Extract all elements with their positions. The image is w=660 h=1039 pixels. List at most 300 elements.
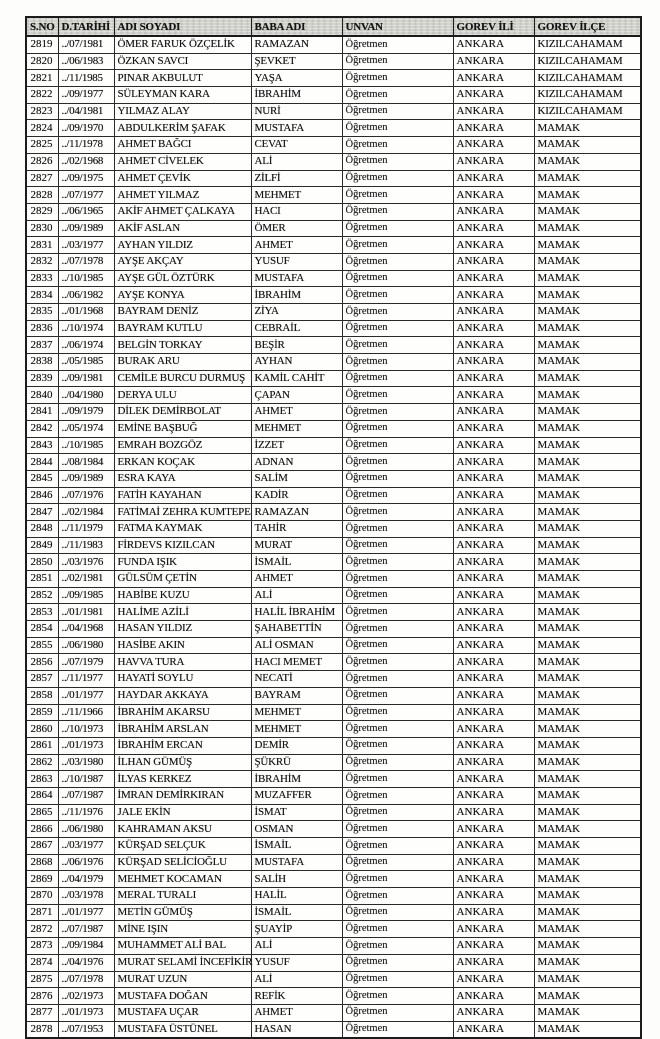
cell-title: Öğretmen: [342, 888, 453, 905]
table-row: [26, 270, 641, 287]
cell-full-name: KÜRŞAD SELİCİOĞLU: [114, 854, 251, 871]
table-row: [26, 737, 641, 754]
cell-father-name: ADNAN: [251, 454, 342, 471]
table-row: [26, 170, 641, 187]
table-row: [26, 1021, 641, 1038]
cell-duty-province: ANKARA: [453, 220, 534, 237]
cell-birth-date: ../02/1968: [58, 153, 114, 170]
cell-duty-district: MAMAK: [534, 554, 641, 571]
table-row: [26, 53, 641, 70]
cell-full-name: AKİF ASLAN: [114, 220, 251, 237]
cell-duty-district: MAMAK: [534, 237, 641, 254]
cell-father-name: KADİR: [251, 487, 342, 504]
cell-full-name: KÜRŞAD SELÇUK: [114, 838, 251, 855]
table-row: [26, 520, 641, 537]
cell-father-name: BEŞİR: [251, 337, 342, 354]
cell-sno: 2862: [26, 754, 58, 771]
cell-duty-province: ANKARA: [453, 838, 534, 855]
cell-full-name: ABDULKERİM ŞAFAK: [114, 120, 251, 137]
cell-birth-date: ../09/1975: [58, 170, 114, 187]
cell-title: Öğretmen: [342, 70, 453, 87]
cell-sno: 2822: [26, 87, 58, 104]
cell-duty-district: MAMAK: [534, 270, 641, 287]
table-row: [26, 387, 641, 404]
cell-birth-date: ../02/1981: [58, 571, 114, 588]
cell-title: Öğretmen: [342, 87, 453, 104]
cell-full-name: MİNE IŞIN: [114, 921, 251, 938]
table-row: [26, 304, 641, 321]
cell-sno: 2852: [26, 587, 58, 604]
cell-sno: 2878: [26, 1021, 58, 1038]
cell-birth-date: ../10/1973: [58, 721, 114, 738]
cell-duty-district: MAMAK: [534, 320, 641, 337]
cell-father-name: HACI MEMET: [251, 654, 342, 671]
cell-birth-date: ../04/1968: [58, 621, 114, 638]
table-row: [26, 921, 641, 938]
cell-sno: 2866: [26, 821, 58, 838]
cell-title: Öğretmen: [342, 971, 453, 988]
cell-title: Öğretmen: [342, 287, 453, 304]
cell-birth-date: ../10/1987: [58, 771, 114, 788]
cell-sno: 2851: [26, 571, 58, 588]
cell-duty-district: KIZILCAHAMAM: [534, 103, 641, 120]
cell-father-name: ALİ: [251, 938, 342, 955]
cell-duty-province: ANKARA: [453, 587, 534, 604]
cell-sno: 2843: [26, 437, 58, 454]
cell-title: Öğretmen: [342, 938, 453, 955]
cell-birth-date: ../03/1978: [58, 888, 114, 905]
table-row: [26, 237, 641, 254]
cell-father-name: İBRAHİM: [251, 771, 342, 788]
cell-full-name: FİRDEVS KIZILCAN: [114, 537, 251, 554]
cell-sno: 2819: [26, 36, 58, 53]
column-header-name: ADI SOYADI: [114, 17, 251, 36]
cell-duty-district: MAMAK: [534, 487, 641, 504]
cell-full-name: HAYATİ SOYLU: [114, 671, 251, 688]
cell-duty-district: MAMAK: [534, 854, 641, 871]
cell-duty-province: ANKARA: [453, 520, 534, 537]
cell-sno: 2875: [26, 971, 58, 988]
cell-sno: 2833: [26, 270, 58, 287]
cell-father-name: KAMİL CAHİT: [251, 370, 342, 387]
cell-father-name: DEMİR: [251, 737, 342, 754]
cell-birth-date: ../04/1976: [58, 954, 114, 971]
cell-title: Öğretmen: [342, 821, 453, 838]
cell-title: Öğretmen: [342, 454, 453, 471]
cell-father-name: BAYRAM: [251, 687, 342, 704]
cell-birth-date: ../11/1966: [58, 704, 114, 721]
table-row: [26, 854, 641, 871]
cell-sno: 2870: [26, 888, 58, 905]
cell-duty-province: ANKARA: [453, 187, 534, 204]
cell-full-name: İMRAN DEMİRKIRAN: [114, 787, 251, 804]
cell-father-name: MEHMET: [251, 420, 342, 437]
cell-duty-province: ANKARA: [453, 103, 534, 120]
cell-sno: 2865: [26, 804, 58, 821]
cell-sno: 2869: [26, 871, 58, 888]
cell-father-name: MUZAFFER: [251, 787, 342, 804]
cell-full-name: MUSTAFA UÇAR: [114, 1004, 251, 1021]
cell-duty-province: ANKARA: [453, 437, 534, 454]
cell-title: Öğretmen: [342, 571, 453, 588]
cell-duty-district: MAMAK: [534, 1021, 641, 1038]
table-row: [26, 787, 641, 804]
cell-duty-district: KIZILCAHAMAM: [534, 70, 641, 87]
cell-duty-district: MAMAK: [534, 404, 641, 421]
cell-duty-province: ANKARA: [453, 304, 534, 321]
table-row: [26, 153, 641, 170]
cell-full-name: AYŞE AKÇAY: [114, 253, 251, 270]
cell-birth-date: ../06/1974: [58, 337, 114, 354]
cell-sno: 2832: [26, 253, 58, 270]
cell-sno: 2848: [26, 520, 58, 537]
cell-duty-province: ANKARA: [453, 1021, 534, 1038]
cell-title: Öğretmen: [342, 36, 453, 53]
cell-full-name: MUSTAFA DOĞAN: [114, 988, 251, 1005]
cell-sno: 2877: [26, 1004, 58, 1021]
cell-duty-province: ANKARA: [453, 370, 534, 387]
cell-father-name: RAMAZAN: [251, 504, 342, 521]
cell-duty-province: ANKARA: [453, 554, 534, 571]
cell-sno: 2871: [26, 904, 58, 921]
cell-father-name: ALİ OSMAN: [251, 637, 342, 654]
cell-duty-province: ANKARA: [453, 888, 534, 905]
cell-full-name: HASİBE AKIN: [114, 637, 251, 654]
cell-birth-date: ../07/1977: [58, 187, 114, 204]
cell-full-name: ÖZKAN SAVCI: [114, 53, 251, 70]
cell-sno: 2861: [26, 737, 58, 754]
table-row: [26, 554, 641, 571]
cell-sno: 2847: [26, 504, 58, 521]
cell-sno: 2867: [26, 838, 58, 855]
cell-duty-province: ANKARA: [453, 287, 534, 304]
cell-duty-district: MAMAK: [534, 721, 641, 738]
table-row: [26, 804, 641, 821]
cell-full-name: CEMİLE BURCU DURMUŞ: [114, 370, 251, 387]
cell-sno: 2868: [26, 854, 58, 871]
cell-father-name: ŞEVKET: [251, 53, 342, 70]
cell-birth-date: ../02/1984: [58, 504, 114, 521]
cell-duty-province: ANKARA: [453, 571, 534, 588]
table-row: [26, 838, 641, 855]
cell-sno: 2838: [26, 354, 58, 371]
table-row: [26, 287, 641, 304]
cell-sno: 2827: [26, 170, 58, 187]
cell-title: Öğretmen: [342, 637, 453, 654]
column-header-unvan: UNVAN: [342, 17, 453, 36]
cell-duty-district: KIZILCAHAMAM: [534, 36, 641, 53]
cell-birth-date: ../09/1977: [58, 87, 114, 104]
cell-duty-district: MAMAK: [534, 520, 641, 537]
cell-title: Öğretmen: [342, 237, 453, 254]
table-row: [26, 637, 641, 654]
cell-father-name: İBRAHİM: [251, 287, 342, 304]
cell-birth-date: ../11/1978: [58, 137, 114, 154]
table-row: [26, 587, 641, 604]
cell-title: Öğretmen: [342, 153, 453, 170]
cell-duty-district: MAMAK: [534, 153, 641, 170]
table-row: [26, 1004, 641, 1021]
cell-title: Öğretmen: [342, 370, 453, 387]
table-row: [26, 604, 641, 621]
cell-duty-district: MAMAK: [534, 470, 641, 487]
cell-duty-district: MAMAK: [534, 821, 641, 838]
cell-father-name: CEBRAİL: [251, 320, 342, 337]
cell-birth-date: ../09/1985: [58, 587, 114, 604]
cell-birth-date: ../06/1980: [58, 637, 114, 654]
cell-title: Öğretmen: [342, 253, 453, 270]
cell-duty-province: ANKARA: [453, 237, 534, 254]
cell-title: Öğretmen: [342, 721, 453, 738]
cell-full-name: FATİMAİ ZEHRA KUMTEPE: [114, 504, 251, 521]
cell-duty-district: MAMAK: [534, 287, 641, 304]
cell-title: Öğretmen: [342, 220, 453, 237]
cell-full-name: İLYAS KERKEZ: [114, 771, 251, 788]
table-row: [26, 487, 641, 504]
cell-title: Öğretmen: [342, 804, 453, 821]
cell-duty-province: ANKARA: [453, 971, 534, 988]
table-row: [26, 954, 641, 971]
cell-duty-district: MAMAK: [534, 220, 641, 237]
cell-title: Öğretmen: [342, 787, 453, 804]
table-row: [26, 470, 641, 487]
table-row: [26, 871, 641, 888]
table-row: [26, 821, 641, 838]
cell-birth-date: ../06/1982: [58, 287, 114, 304]
cell-duty-province: ANKARA: [453, 737, 534, 754]
cell-duty-province: ANKARA: [453, 53, 534, 70]
cell-title: Öğretmen: [342, 103, 453, 120]
cell-full-name: İLHAN GÜMÜŞ: [114, 754, 251, 771]
table-row: [26, 370, 641, 387]
cell-duty-province: ANKARA: [453, 153, 534, 170]
cell-duty-district: MAMAK: [534, 170, 641, 187]
cell-sno: 2873: [26, 938, 58, 955]
cell-father-name: ALİ: [251, 971, 342, 988]
cell-birth-date: ../09/1989: [58, 470, 114, 487]
cell-duty-province: ANKARA: [453, 404, 534, 421]
cell-duty-province: ANKARA: [453, 1004, 534, 1021]
cell-sno: 2857: [26, 671, 58, 688]
cell-title: Öğretmen: [342, 337, 453, 354]
column-header-baba: BABA ADI: [251, 17, 342, 36]
cell-birth-date: ../11/1985: [58, 70, 114, 87]
cell-duty-province: ANKARA: [453, 170, 534, 187]
cell-title: Öğretmen: [342, 1004, 453, 1021]
cell-birth-date: ../09/1984: [58, 938, 114, 955]
cell-full-name: HABİBE KUZU: [114, 587, 251, 604]
cell-father-name: ALİ: [251, 587, 342, 604]
cell-father-name: SALİH: [251, 871, 342, 888]
cell-duty-province: ANKARA: [453, 704, 534, 721]
cell-duty-province: ANKARA: [453, 70, 534, 87]
cell-duty-province: ANKARA: [453, 637, 534, 654]
cell-father-name: MUSTAFA: [251, 120, 342, 137]
cell-birth-date: ../11/1979: [58, 520, 114, 537]
table-row: [26, 938, 641, 955]
cell-duty-district: MAMAK: [534, 370, 641, 387]
cell-father-name: ŞUAYİP: [251, 921, 342, 938]
cell-father-name: NECATİ: [251, 671, 342, 688]
cell-birth-date: ../05/1974: [58, 420, 114, 437]
cell-sno: 2854: [26, 621, 58, 638]
cell-full-name: HALİME AZİLİ: [114, 604, 251, 621]
cell-father-name: HALİL: [251, 888, 342, 905]
cell-title: Öğretmen: [342, 854, 453, 871]
cell-duty-province: ANKARA: [453, 137, 534, 154]
cell-birth-date: ../07/1976: [58, 487, 114, 504]
cell-title: Öğretmen: [342, 137, 453, 154]
cell-sno: 2860: [26, 721, 58, 738]
cell-duty-district: MAMAK: [534, 904, 641, 921]
cell-sno: 2853: [26, 604, 58, 621]
cell-birth-date: ../04/1981: [58, 103, 114, 120]
table-row: [26, 420, 641, 437]
cell-birth-date: ../04/1980: [58, 387, 114, 404]
cell-sno: 2828: [26, 187, 58, 204]
cell-title: Öğretmen: [342, 621, 453, 638]
cell-duty-district: MAMAK: [534, 921, 641, 938]
cell-father-name: MEHMET: [251, 721, 342, 738]
cell-sno: 2874: [26, 954, 58, 971]
cell-duty-district: MAMAK: [534, 571, 641, 588]
cell-duty-district: KIZILCAHAMAM: [534, 53, 641, 70]
cell-duty-district: MAMAK: [534, 304, 641, 321]
cell-duty-district: MAMAK: [534, 771, 641, 788]
cell-birth-date: ../06/1980: [58, 821, 114, 838]
cell-duty-district: MAMAK: [534, 420, 641, 437]
cell-full-name: AHMET BAĞCI: [114, 137, 251, 154]
cell-title: Öğretmen: [342, 387, 453, 404]
cell-title: Öğretmen: [342, 587, 453, 604]
cell-birth-date: ../11/1977: [58, 671, 114, 688]
cell-birth-date: ../07/1987: [58, 921, 114, 938]
table-row: [26, 187, 641, 204]
cell-duty-province: ANKARA: [453, 621, 534, 638]
cell-title: Öğretmen: [342, 687, 453, 704]
table-row: [26, 571, 641, 588]
table-row: [26, 253, 641, 270]
cell-full-name: FATMA KAYMAK: [114, 520, 251, 537]
cell-duty-district: MAMAK: [534, 454, 641, 471]
cell-full-name: MURAT UZUN: [114, 971, 251, 988]
table-row: [26, 721, 641, 738]
cell-sno: 2872: [26, 921, 58, 938]
table-row: [26, 220, 641, 237]
table-row: [26, 70, 641, 87]
cell-title: Öğretmen: [342, 53, 453, 70]
table-row: [26, 103, 641, 120]
cell-duty-district: MAMAK: [534, 621, 641, 638]
table-row: [26, 704, 641, 721]
cell-birth-date: ../07/1978: [58, 253, 114, 270]
cell-birth-date: ../09/1989: [58, 220, 114, 237]
cell-title: Öğretmen: [342, 170, 453, 187]
cell-full-name: ERKAN KOÇAK: [114, 454, 251, 471]
cell-sno: 2836: [26, 320, 58, 337]
cell-duty-district: MAMAK: [534, 971, 641, 988]
cell-title: Öğretmen: [342, 487, 453, 504]
table-row: [26, 354, 641, 371]
cell-birth-date: ../01/1968: [58, 304, 114, 321]
cell-father-name: ŞAHABETTİN: [251, 621, 342, 638]
cell-full-name: DİLEK DEMİRBOLAT: [114, 404, 251, 421]
cell-full-name: MURAT SELAMİ İNCEFİKİR: [114, 954, 251, 971]
cell-birth-date: ../11/1983: [58, 537, 114, 554]
cell-father-name: CEVAT: [251, 137, 342, 154]
cell-full-name: İBRAHİM ERCAN: [114, 737, 251, 754]
cell-duty-district: MAMAK: [534, 203, 641, 220]
cell-duty-district: MAMAK: [534, 687, 641, 704]
cell-father-name: ZİYA: [251, 304, 342, 321]
cell-sno: 2858: [26, 687, 58, 704]
cell-duty-district: MAMAK: [534, 938, 641, 955]
column-header-ilce: GOREV İLÇE: [534, 17, 641, 36]
cell-father-name: YAŞA: [251, 70, 342, 87]
cell-full-name: AYŞE KONYA: [114, 287, 251, 304]
cell-birth-date: ../07/1979: [58, 654, 114, 671]
table-row: [26, 988, 641, 1005]
cell-duty-district: MAMAK: [534, 754, 641, 771]
table-row: [26, 537, 641, 554]
cell-sno: 2846: [26, 487, 58, 504]
cell-birth-date: ../10/1985: [58, 270, 114, 287]
cell-birth-date: ../04/1979: [58, 871, 114, 888]
cell-father-name: İSMAT: [251, 804, 342, 821]
cell-duty-province: ANKARA: [453, 604, 534, 621]
cell-duty-district: MAMAK: [534, 737, 641, 754]
cell-father-name: ZİLFİ: [251, 170, 342, 187]
cell-duty-province: ANKARA: [453, 871, 534, 888]
cell-duty-district: MAMAK: [534, 437, 641, 454]
cell-full-name: İBRAHİM AKARSU: [114, 704, 251, 721]
cell-title: Öğretmen: [342, 420, 453, 437]
cell-duty-district: MAMAK: [534, 871, 641, 888]
cell-birth-date: ../03/1980: [58, 754, 114, 771]
cell-father-name: ÇAPAN: [251, 387, 342, 404]
table-row: [26, 754, 641, 771]
cell-title: Öğretmen: [342, 771, 453, 788]
cell-father-name: ŞÜKRÜ: [251, 754, 342, 771]
cell-duty-province: ANKARA: [453, 787, 534, 804]
cell-title: Öğretmen: [342, 988, 453, 1005]
cell-sno: 2824: [26, 120, 58, 137]
cell-birth-date: ../09/1970: [58, 120, 114, 137]
cell-full-name: MEHMET KOCAMAN: [114, 871, 251, 888]
cell-duty-district: MAMAK: [534, 337, 641, 354]
cell-title: Öğretmen: [342, 1021, 453, 1038]
table-row: [26, 87, 641, 104]
cell-birth-date: ../07/1987: [58, 787, 114, 804]
cell-duty-province: ANKARA: [453, 804, 534, 821]
cell-duty-province: ANKARA: [453, 654, 534, 671]
cell-father-name: HALİL İBRAHİM: [251, 604, 342, 621]
cell-title: Öğretmen: [342, 537, 453, 554]
table-row: [26, 504, 641, 521]
table-row: [26, 888, 641, 905]
cell-duty-district: MAMAK: [534, 504, 641, 521]
cell-duty-province: ANKARA: [453, 754, 534, 771]
cell-duty-province: ANKARA: [453, 387, 534, 404]
cell-duty-district: MAMAK: [534, 804, 641, 821]
table-row: [26, 971, 641, 988]
cell-title: Öğretmen: [342, 921, 453, 938]
cell-sno: 2849: [26, 537, 58, 554]
table-row: [26, 36, 641, 53]
cell-sno: 2825: [26, 137, 58, 154]
table-row: [26, 320, 641, 337]
cell-father-name: RAMAZAN: [251, 36, 342, 53]
